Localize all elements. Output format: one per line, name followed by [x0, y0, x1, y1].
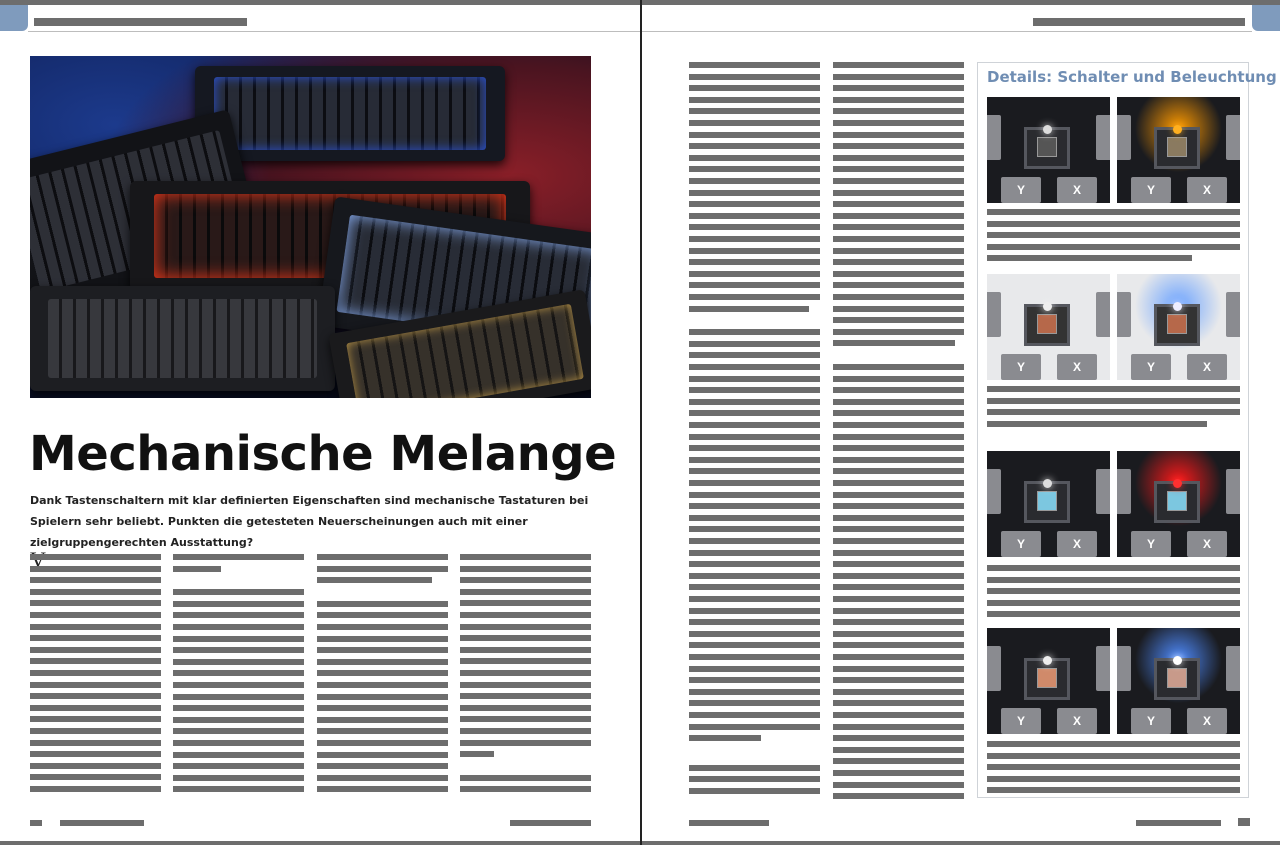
text-line — [689, 74, 820, 80]
text-line — [833, 457, 964, 463]
text-line — [833, 724, 964, 730]
caption-line — [987, 565, 1240, 571]
text-line — [689, 573, 820, 579]
text-line — [833, 782, 964, 788]
text-line — [833, 306, 964, 312]
text-line — [833, 666, 964, 672]
text-line — [460, 751, 494, 757]
switch-stem — [1037, 668, 1057, 688]
text-line — [317, 775, 448, 781]
text-line — [173, 728, 304, 734]
text-line — [30, 716, 161, 722]
keycap-side — [1096, 292, 1110, 337]
text-line — [317, 566, 448, 572]
text-line — [689, 550, 820, 556]
text-line — [317, 694, 448, 700]
keycap-side — [1117, 292, 1131, 337]
text-line — [317, 601, 448, 607]
switch-stem — [1167, 668, 1187, 688]
text-line — [689, 434, 820, 440]
keycap-side — [1117, 115, 1131, 160]
keycap-side — [1117, 469, 1131, 514]
text-line — [689, 166, 820, 172]
text-line — [833, 480, 964, 486]
text-line — [317, 786, 448, 792]
text-line — [833, 74, 964, 80]
text-line — [833, 410, 964, 416]
text-line — [689, 608, 820, 614]
text-line — [689, 364, 820, 370]
text-line — [689, 213, 820, 219]
led-icon — [1043, 479, 1052, 488]
keycap-y: Y — [1001, 531, 1041, 557]
text-line — [833, 85, 964, 91]
text-line — [173, 763, 304, 769]
text-line — [460, 566, 591, 572]
text-line — [30, 751, 161, 757]
switch-stem — [1167, 137, 1187, 157]
text-line — [317, 752, 448, 758]
keycap-y: Y — [1001, 354, 1041, 380]
text-line — [689, 724, 820, 730]
text-line — [460, 589, 591, 595]
text-line — [30, 763, 161, 769]
text-line — [689, 538, 820, 544]
text-line — [833, 62, 964, 68]
text-line — [173, 566, 221, 572]
text-line — [833, 190, 964, 196]
text-line — [833, 294, 964, 300]
text-line — [689, 201, 820, 207]
text-line — [317, 577, 432, 583]
text-line — [173, 612, 304, 618]
text-line — [317, 670, 448, 676]
page-gutter — [640, 0, 642, 845]
text-line — [689, 329, 820, 335]
text-line — [173, 647, 304, 653]
text-line — [173, 740, 304, 746]
left-page-corner-tab — [0, 5, 28, 31]
text-line — [833, 654, 964, 660]
text-line — [833, 770, 964, 776]
text-line — [833, 515, 964, 521]
text-line — [173, 589, 304, 595]
text-line — [833, 631, 964, 637]
text-line — [689, 584, 820, 590]
text-line — [460, 577, 591, 583]
text-line — [689, 457, 820, 463]
led-icon — [1173, 656, 1182, 665]
text-line — [833, 422, 964, 428]
caption-line — [987, 611, 1240, 617]
text-line — [833, 758, 964, 764]
text-line — [833, 712, 964, 718]
keyboard-blue-backlit — [195, 66, 505, 161]
switch-detail-photo — [987, 451, 1110, 557]
text-line — [689, 700, 820, 706]
text-line — [460, 647, 591, 653]
caption-line — [987, 764, 1240, 770]
text-line — [30, 705, 161, 711]
text-line — [460, 682, 591, 688]
text-line — [460, 740, 591, 746]
text-line — [833, 596, 964, 602]
keycap-y: Y — [1001, 708, 1041, 734]
text-line — [689, 143, 820, 149]
text-line — [833, 155, 964, 161]
text-line — [689, 561, 820, 567]
text-line — [460, 600, 591, 606]
keycap-x: X — [1187, 531, 1227, 557]
text-line — [173, 670, 304, 676]
keycap-side — [1096, 646, 1110, 691]
keycap-side — [1096, 469, 1110, 514]
text-line — [173, 775, 304, 781]
text-line — [460, 554, 591, 560]
text-line — [689, 224, 820, 230]
text-line — [833, 538, 964, 544]
keycap-y: Y — [1131, 177, 1171, 203]
text-line — [833, 282, 964, 288]
text-line — [833, 735, 964, 741]
text-line — [689, 271, 820, 277]
text-line — [689, 776, 820, 782]
text-line — [30, 624, 161, 630]
text-line — [689, 677, 820, 683]
caption-line — [987, 221, 1240, 227]
caption-line — [987, 776, 1240, 782]
text-line — [833, 166, 964, 172]
text-line — [317, 554, 448, 560]
text-line — [317, 728, 448, 734]
text-line — [833, 700, 964, 706]
text-line — [689, 97, 820, 103]
switch-stem — [1037, 491, 1057, 511]
text-line — [689, 712, 820, 718]
text-line — [689, 596, 820, 602]
text-line — [173, 694, 304, 700]
text-line — [460, 670, 591, 676]
text-line — [30, 774, 161, 780]
text-line — [460, 635, 591, 641]
text-line — [317, 763, 448, 769]
keycap-side — [1226, 469, 1240, 514]
keycap-x: X — [1057, 531, 1097, 557]
text-line — [833, 550, 964, 556]
text-line — [833, 364, 964, 370]
led-icon — [1173, 125, 1182, 134]
text-line — [689, 236, 820, 242]
text-line — [689, 445, 820, 451]
left-footer-label — [60, 820, 144, 826]
text-line — [689, 108, 820, 114]
text-line — [173, 682, 304, 688]
text-line — [689, 399, 820, 405]
text-line — [460, 705, 591, 711]
text-line — [173, 554, 304, 560]
text-line — [833, 201, 964, 207]
text-line — [689, 387, 820, 393]
text-line — [689, 492, 820, 498]
text-line — [30, 740, 161, 746]
right-running-header — [1033, 18, 1245, 26]
text-line — [689, 132, 820, 138]
led-icon — [1043, 302, 1052, 311]
text-line — [833, 132, 964, 138]
caption-line — [987, 386, 1240, 392]
right-footer-label — [689, 820, 769, 826]
text-line — [689, 120, 820, 126]
text-line — [689, 422, 820, 428]
text-line — [30, 658, 161, 664]
article-deck: Dank Tastenschaltern mit klar definierten Eigenschaften sind mechanische Tastaturen bei Spielern sehr beliebt. Punkten die getesteten Neuerscheinungen auch mit einer zielgruppengerechten Ausstattung? — [30, 494, 589, 549]
caption-line — [987, 588, 1240, 594]
text-line — [833, 236, 964, 242]
caption-line — [987, 398, 1240, 404]
text-line — [689, 190, 820, 196]
article-headline: Mechanische Melange — [29, 426, 617, 482]
text-line — [833, 468, 964, 474]
caption-line — [987, 421, 1207, 427]
text-line — [30, 728, 161, 734]
text-line — [689, 689, 820, 695]
keycap-side — [987, 646, 1001, 691]
keycap-side — [1226, 115, 1240, 160]
text-line — [317, 705, 448, 711]
keycap-x: X — [1187, 177, 1227, 203]
text-line — [833, 376, 964, 382]
text-line — [30, 693, 161, 699]
text-line — [833, 271, 964, 277]
text-line — [30, 589, 161, 595]
text-line — [833, 642, 964, 648]
text-line — [460, 612, 591, 618]
text-line — [689, 282, 820, 288]
keycap-x: X — [1057, 708, 1097, 734]
caption-line — [987, 787, 1240, 793]
text-line — [460, 775, 591, 781]
keycap-side — [1096, 115, 1110, 160]
text-line — [173, 659, 304, 665]
right-page-number — [1238, 818, 1250, 826]
text-line — [460, 716, 591, 722]
text-line — [689, 515, 820, 521]
caption-line — [987, 232, 1240, 238]
text-line — [833, 213, 964, 219]
text-line — [30, 554, 161, 560]
keyboard-black-plain — [30, 286, 335, 391]
text-line — [173, 717, 304, 723]
text-line — [833, 97, 964, 103]
text-line — [173, 601, 304, 607]
keycap-y: Y — [1131, 354, 1171, 380]
caption-line — [987, 255, 1192, 261]
text-line — [460, 786, 591, 792]
caption-line — [987, 741, 1240, 747]
switch-detail-photo — [987, 628, 1110, 734]
text-line — [689, 631, 820, 637]
text-line — [317, 682, 448, 688]
left-footer-right-label — [510, 820, 591, 826]
text-line — [173, 752, 304, 758]
text-line — [833, 387, 964, 393]
text-line — [173, 624, 304, 630]
text-line — [689, 248, 820, 254]
switch-detail-photo — [1117, 628, 1240, 734]
text-line — [833, 445, 964, 451]
keycap-side — [1226, 292, 1240, 337]
switch-detail-photo — [1117, 97, 1240, 203]
switch-stem — [1167, 491, 1187, 511]
keycap-y: Y — [1131, 531, 1171, 557]
text-line — [689, 259, 820, 265]
text-line — [30, 647, 161, 653]
text-line — [460, 728, 591, 734]
text-line — [833, 259, 964, 265]
text-line — [689, 654, 820, 660]
text-line — [833, 399, 964, 405]
text-line — [30, 566, 161, 572]
keycap-side — [987, 292, 1001, 337]
text-line — [833, 584, 964, 590]
keycap-side — [987, 469, 1001, 514]
text-line — [317, 647, 448, 653]
text-line — [317, 659, 448, 665]
text-line — [689, 666, 820, 672]
text-line — [689, 62, 820, 68]
text-line — [30, 670, 161, 676]
switch-detail-photo — [987, 274, 1110, 380]
keycap-x: X — [1187, 354, 1227, 380]
right-page-corner-tab — [1252, 5, 1280, 31]
led-icon — [1173, 479, 1182, 488]
text-line — [833, 434, 964, 440]
text-line — [689, 788, 820, 794]
text-line — [833, 120, 964, 126]
text-line — [460, 693, 591, 699]
text-line — [833, 317, 964, 323]
caption-line — [987, 753, 1240, 759]
text-line — [689, 352, 820, 358]
text-line — [689, 480, 820, 486]
text-line — [689, 468, 820, 474]
text-line — [833, 108, 964, 114]
switch-stem — [1037, 314, 1057, 334]
text-line — [833, 503, 964, 509]
switch-detail-photo — [987, 97, 1110, 203]
led-icon — [1043, 656, 1052, 665]
sidebar-title: Details: Schalter und Beleuchtung — [987, 68, 1277, 86]
text-line — [833, 492, 964, 498]
keyboards-hero-photo — [30, 56, 591, 398]
left-page-number — [30, 820, 42, 826]
text-line — [30, 786, 161, 792]
caption-line — [987, 209, 1240, 215]
text-line — [833, 608, 964, 614]
text-line — [833, 689, 964, 695]
caption-line — [987, 600, 1240, 606]
text-line — [460, 624, 591, 630]
keycap-x: X — [1057, 177, 1097, 203]
text-line — [317, 740, 448, 746]
text-line — [833, 248, 964, 254]
text-line — [689, 619, 820, 625]
text-line — [317, 612, 448, 618]
text-line — [689, 503, 820, 509]
caption-line — [987, 409, 1240, 415]
text-line — [689, 178, 820, 184]
keycap-side — [1117, 646, 1131, 691]
caption-line — [987, 244, 1240, 250]
text-line — [689, 765, 820, 771]
switch-detail-photo — [1117, 451, 1240, 557]
led-icon — [1173, 302, 1182, 311]
text-line — [173, 636, 304, 642]
text-line — [460, 658, 591, 664]
switch-stem — [1037, 137, 1057, 157]
text-line — [833, 178, 964, 184]
text-line — [689, 155, 820, 161]
text-line — [689, 410, 820, 416]
text-line — [30, 682, 161, 688]
text-line — [833, 561, 964, 567]
text-line — [833, 526, 964, 532]
text-line — [173, 786, 304, 792]
left-running-header — [34, 18, 247, 26]
text-line — [30, 600, 161, 606]
keycap-side — [1226, 646, 1240, 691]
text-line — [30, 635, 161, 641]
left-header-rule — [28, 31, 640, 32]
text-line — [689, 85, 820, 91]
text-line — [833, 340, 955, 346]
text-line — [317, 624, 448, 630]
switch-detail-photo — [1117, 274, 1240, 380]
text-line — [317, 717, 448, 723]
right-footer-right-label — [1136, 820, 1221, 826]
right-header-rule — [642, 31, 1252, 32]
text-line — [689, 526, 820, 532]
text-line — [833, 677, 964, 683]
text-line — [30, 612, 161, 618]
keycap-y: Y — [1131, 708, 1171, 734]
text-line — [173, 705, 304, 711]
keycap-x: X — [1187, 708, 1227, 734]
text-line — [833, 329, 964, 335]
text-line — [689, 376, 820, 382]
text-line — [833, 793, 964, 799]
caption-line — [987, 577, 1240, 583]
text-line — [689, 306, 809, 312]
keycap-x: X — [1057, 354, 1097, 380]
text-line — [833, 224, 964, 230]
text-line — [30, 577, 161, 583]
keycap-side — [987, 115, 1001, 160]
text-line — [689, 341, 820, 347]
text-line — [689, 294, 820, 300]
keycap-y: Y — [1001, 177, 1041, 203]
switch-stem — [1167, 314, 1187, 334]
text-line — [833, 573, 964, 579]
text-line — [317, 636, 448, 642]
led-icon — [1043, 125, 1052, 134]
text-line — [833, 143, 964, 149]
text-line — [833, 619, 964, 625]
text-line — [689, 735, 761, 741]
text-line — [689, 642, 820, 648]
text-line — [833, 747, 964, 753]
